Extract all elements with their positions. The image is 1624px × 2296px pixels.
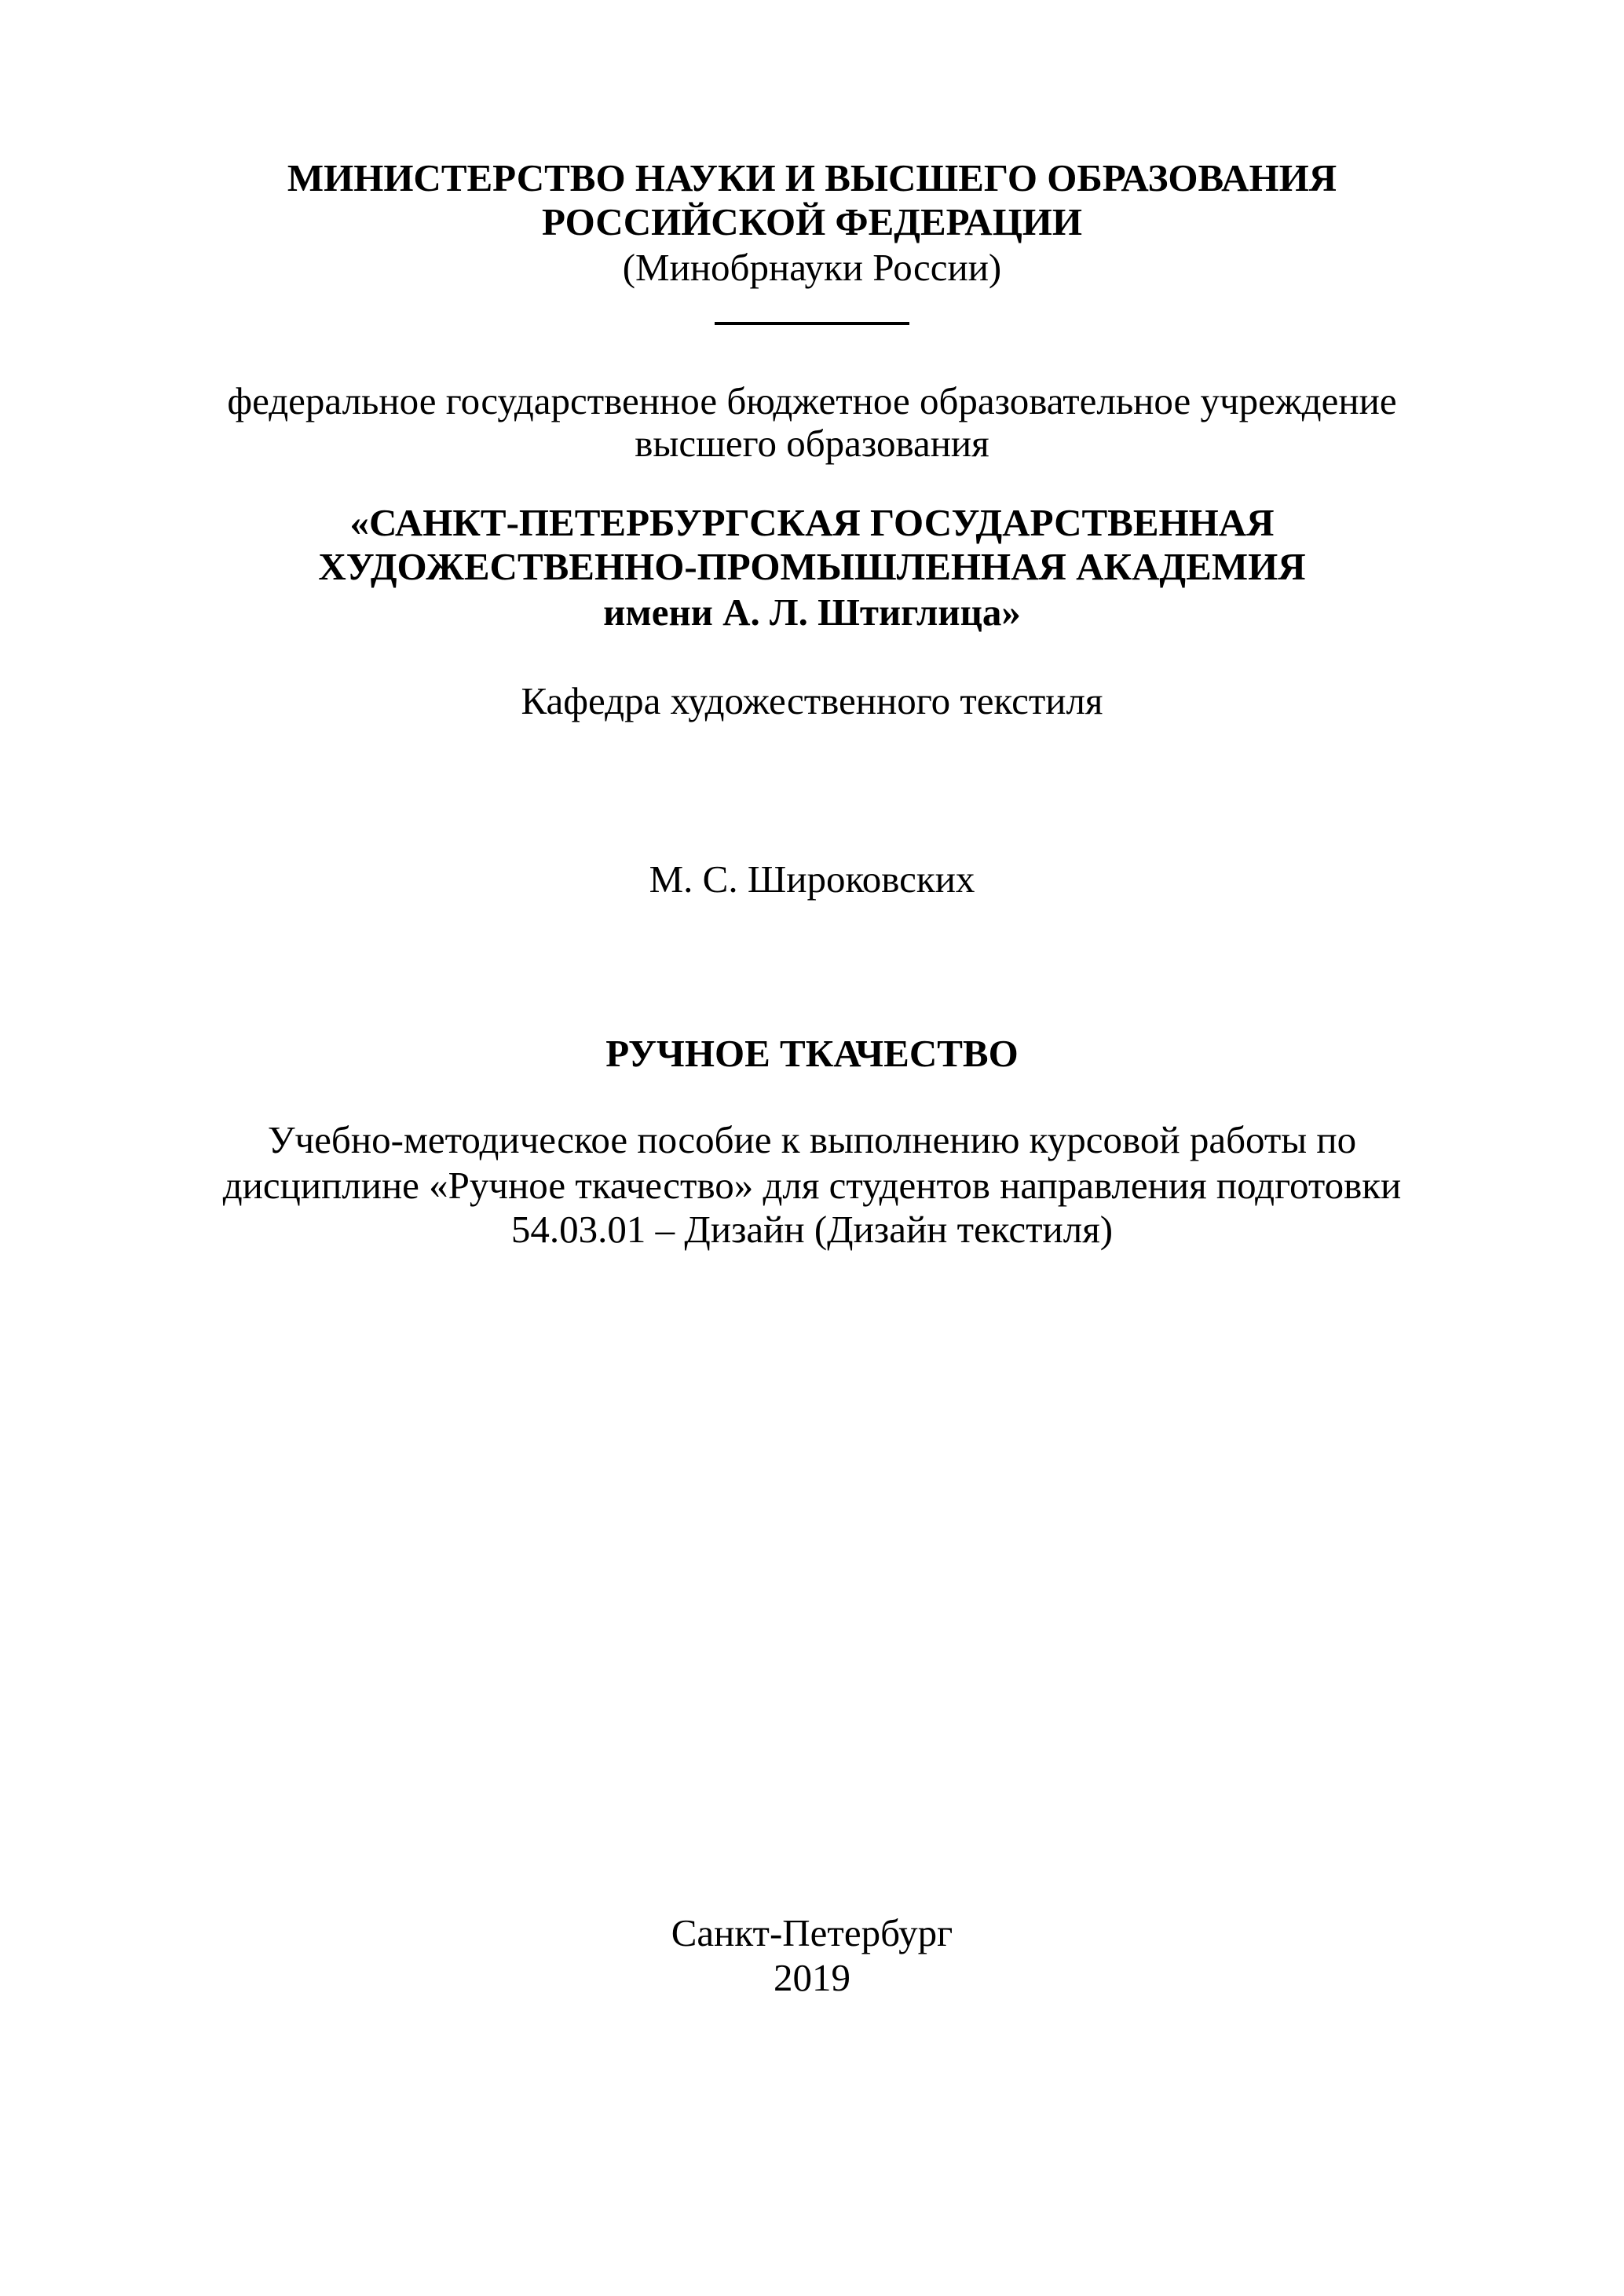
institution-name-line-1: «САНКТ-ПЕТЕРБУРГСКАЯ ГОСУДАРСТВЕННАЯ bbox=[349, 501, 1275, 544]
institution-type-line-2: высшего образования bbox=[635, 422, 989, 465]
ministry-title-line-1: МИНИСТЕРСТВО НАУКИ И ВЫСШЕГО ОБРАЗОВАНИЯ bbox=[287, 156, 1337, 199]
department-name: Кафедра художественного текстиля bbox=[521, 679, 1103, 722]
description-line-2: дисциплине «Ручное ткачество» для студентов направления подготовки bbox=[222, 1164, 1402, 1207]
document-title: РУЧНОЕ ТКАЧЕСТВО bbox=[605, 1032, 1019, 1075]
ministry-title-line-2: РОССИЙСКОЙ ФЕДЕРАЦИИ bbox=[541, 200, 1083, 243]
header-divider bbox=[715, 322, 909, 325]
author-name: М. С. Широковских bbox=[649, 857, 975, 901]
publication-year: 2019 bbox=[774, 1956, 850, 1999]
ministry-short-name: (Минобрнауки России) bbox=[622, 246, 1002, 289]
institution-type-line-1: федеральное государственное бюджетное образовательное учреждение bbox=[227, 379, 1397, 422]
description-line-1: Учебно-методическое пособие к выполнению курсовой работы по bbox=[267, 1118, 1357, 1161]
publication-city: Санкт-Петербург bbox=[671, 1911, 953, 1954]
institution-name-line-3: имени А. Л. Штиглица» bbox=[603, 590, 1021, 634]
description-line-3: 54.03.01 – Дизайн (Дизайн текстиля) bbox=[510, 1208, 1114, 1251]
institution-name-line-2: ХУДОЖЕСТВЕННО-ПРОМЫШЛЕННАЯ АКАДЕМИЯ bbox=[318, 545, 1306, 588]
